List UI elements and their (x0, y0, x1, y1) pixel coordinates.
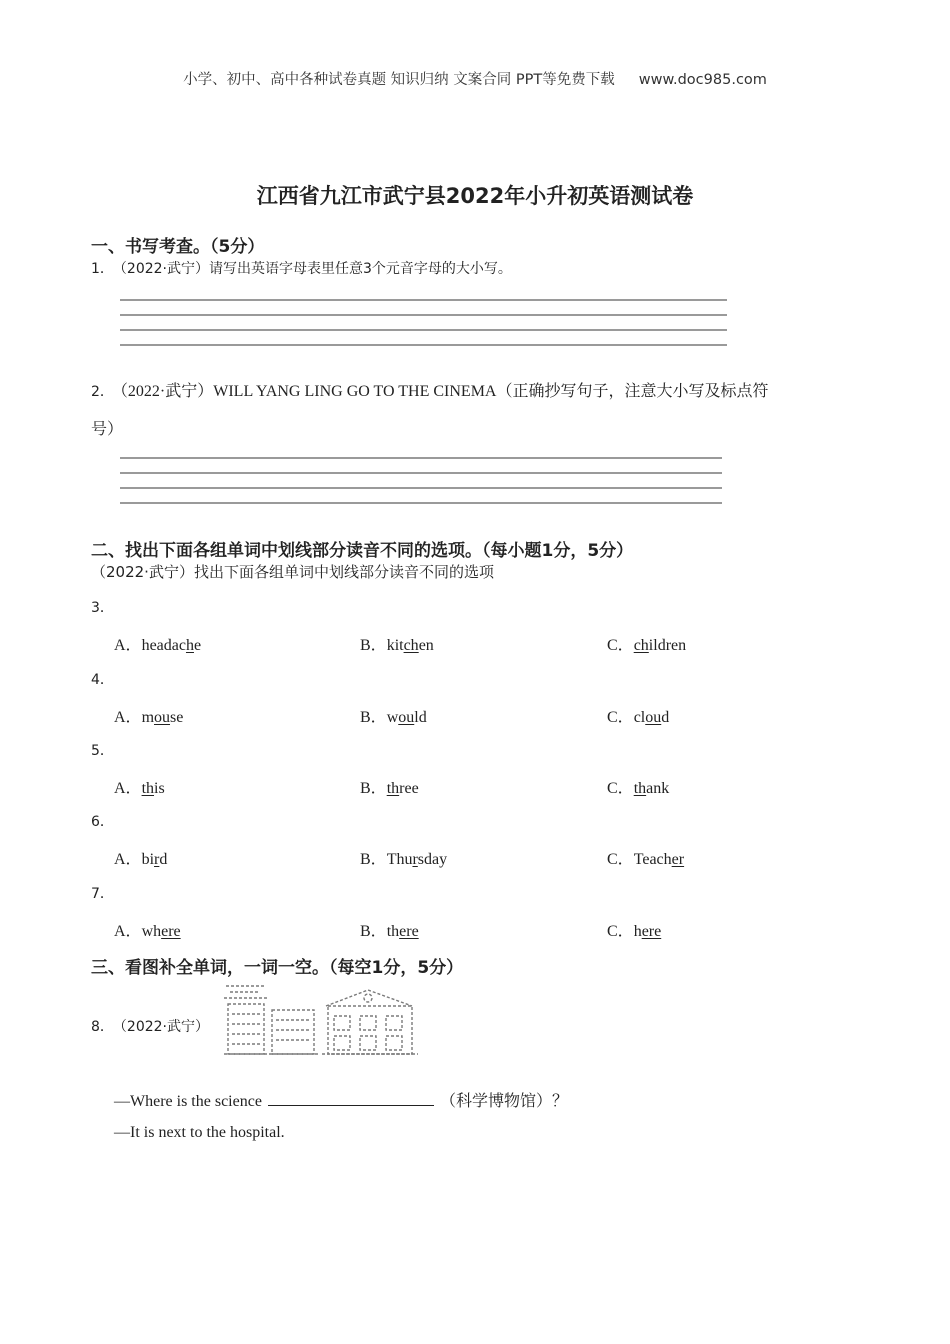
header-text: 小学、初中、高中各种试卷真题 知识归纳 文案合同 PPT等免费下载 (183, 72, 615, 88)
section1-heading: 一、书写考查。（5分） (91, 237, 265, 257)
section2-heading: 二、找出下面各组单词中划线部分读音不同的选项。（每小题1分，5分） (91, 541, 634, 561)
writing-line (120, 472, 722, 474)
q4-number: 4． (91, 672, 114, 688)
q7-number: 7． (91, 886, 114, 902)
q5-option-c[interactable]: C．thank (607, 780, 670, 797)
q2-number: 2． (91, 384, 114, 400)
q5-option-a[interactable]: A．this (114, 780, 165, 797)
section3-heading: 三、看图补全单词，一词一空。（每空1分，5分） (91, 958, 464, 978)
q1-number: 1． (91, 261, 114, 277)
q8-number: 8． (91, 1019, 114, 1035)
section2-intro: （2022·武宁）找出下面各组单词中划线部分读音不同的选项 (91, 563, 494, 581)
writing-line (120, 487, 722, 489)
writing-line (120, 314, 727, 316)
q6-number: 6． (91, 814, 114, 830)
writing-lines-q1 (120, 299, 727, 359)
question-8 (91, 1016, 209, 1036)
q6-option-a[interactable]: A．bird (114, 851, 168, 868)
writing-line (120, 502, 722, 504)
q7-option-a[interactable]: A．where (114, 923, 181, 940)
q3-number: 3． (91, 600, 114, 616)
q7-option-c[interactable]: C．here (607, 923, 662, 940)
writing-line (120, 329, 727, 331)
q3-option-c[interactable]: C．children (607, 637, 687, 654)
q4-option-b[interactable]: B．would (360, 709, 427, 726)
q6-option-c[interactable]: C．Teacher (607, 851, 685, 868)
q5-option-b[interactable]: B．three (360, 780, 419, 797)
q5-number: 5． (91, 743, 114, 759)
q6-option-b[interactable]: B．Thursday (360, 851, 448, 868)
q8-line1-prefix: —Where is the science (114, 1093, 262, 1110)
writing-lines-q2 (120, 457, 722, 517)
q1-text: （2022·武宁）请写出英语字母表里任意3个元音字母的大小写。 (119, 261, 512, 277)
q7-option-b[interactable]: B．there (360, 923, 419, 940)
question-2 (91, 378, 768, 401)
q3-option-a[interactable]: A．headache (114, 637, 202, 654)
q4-option-a[interactable]: A．mouse (114, 709, 184, 726)
header-site[interactable]: www.doc985.com (638, 72, 767, 88)
answer-blank[interactable] (268, 1091, 434, 1106)
page-header (0, 68, 950, 89)
q8-line1 (114, 1088, 568, 1111)
writing-line (120, 344, 727, 346)
q4-option-c[interactable]: C．cloud (607, 709, 670, 726)
question-1 (91, 258, 512, 278)
writing-line (120, 299, 727, 301)
q2-text-continued: 号） (91, 421, 124, 438)
writing-line (120, 457, 722, 459)
q3-option-b[interactable]: B．kitchen (360, 637, 434, 654)
q8-source: （2022·武宁） (119, 1019, 210, 1035)
q2-text: （2022·武宁）WILL YANG LING GO TO THE CINEMA（正确抄写句子，注意大小写及标点符 (119, 383, 769, 400)
q8-line2: —It is next to the hospital. (114, 1124, 285, 1141)
page-title: 江西省九江市武宁县2022年小升初英语测试卷 (256, 184, 694, 208)
q8-line1-suffix: （科学博物馆）？ (439, 1093, 568, 1110)
museum-building-image (222, 980, 432, 1058)
